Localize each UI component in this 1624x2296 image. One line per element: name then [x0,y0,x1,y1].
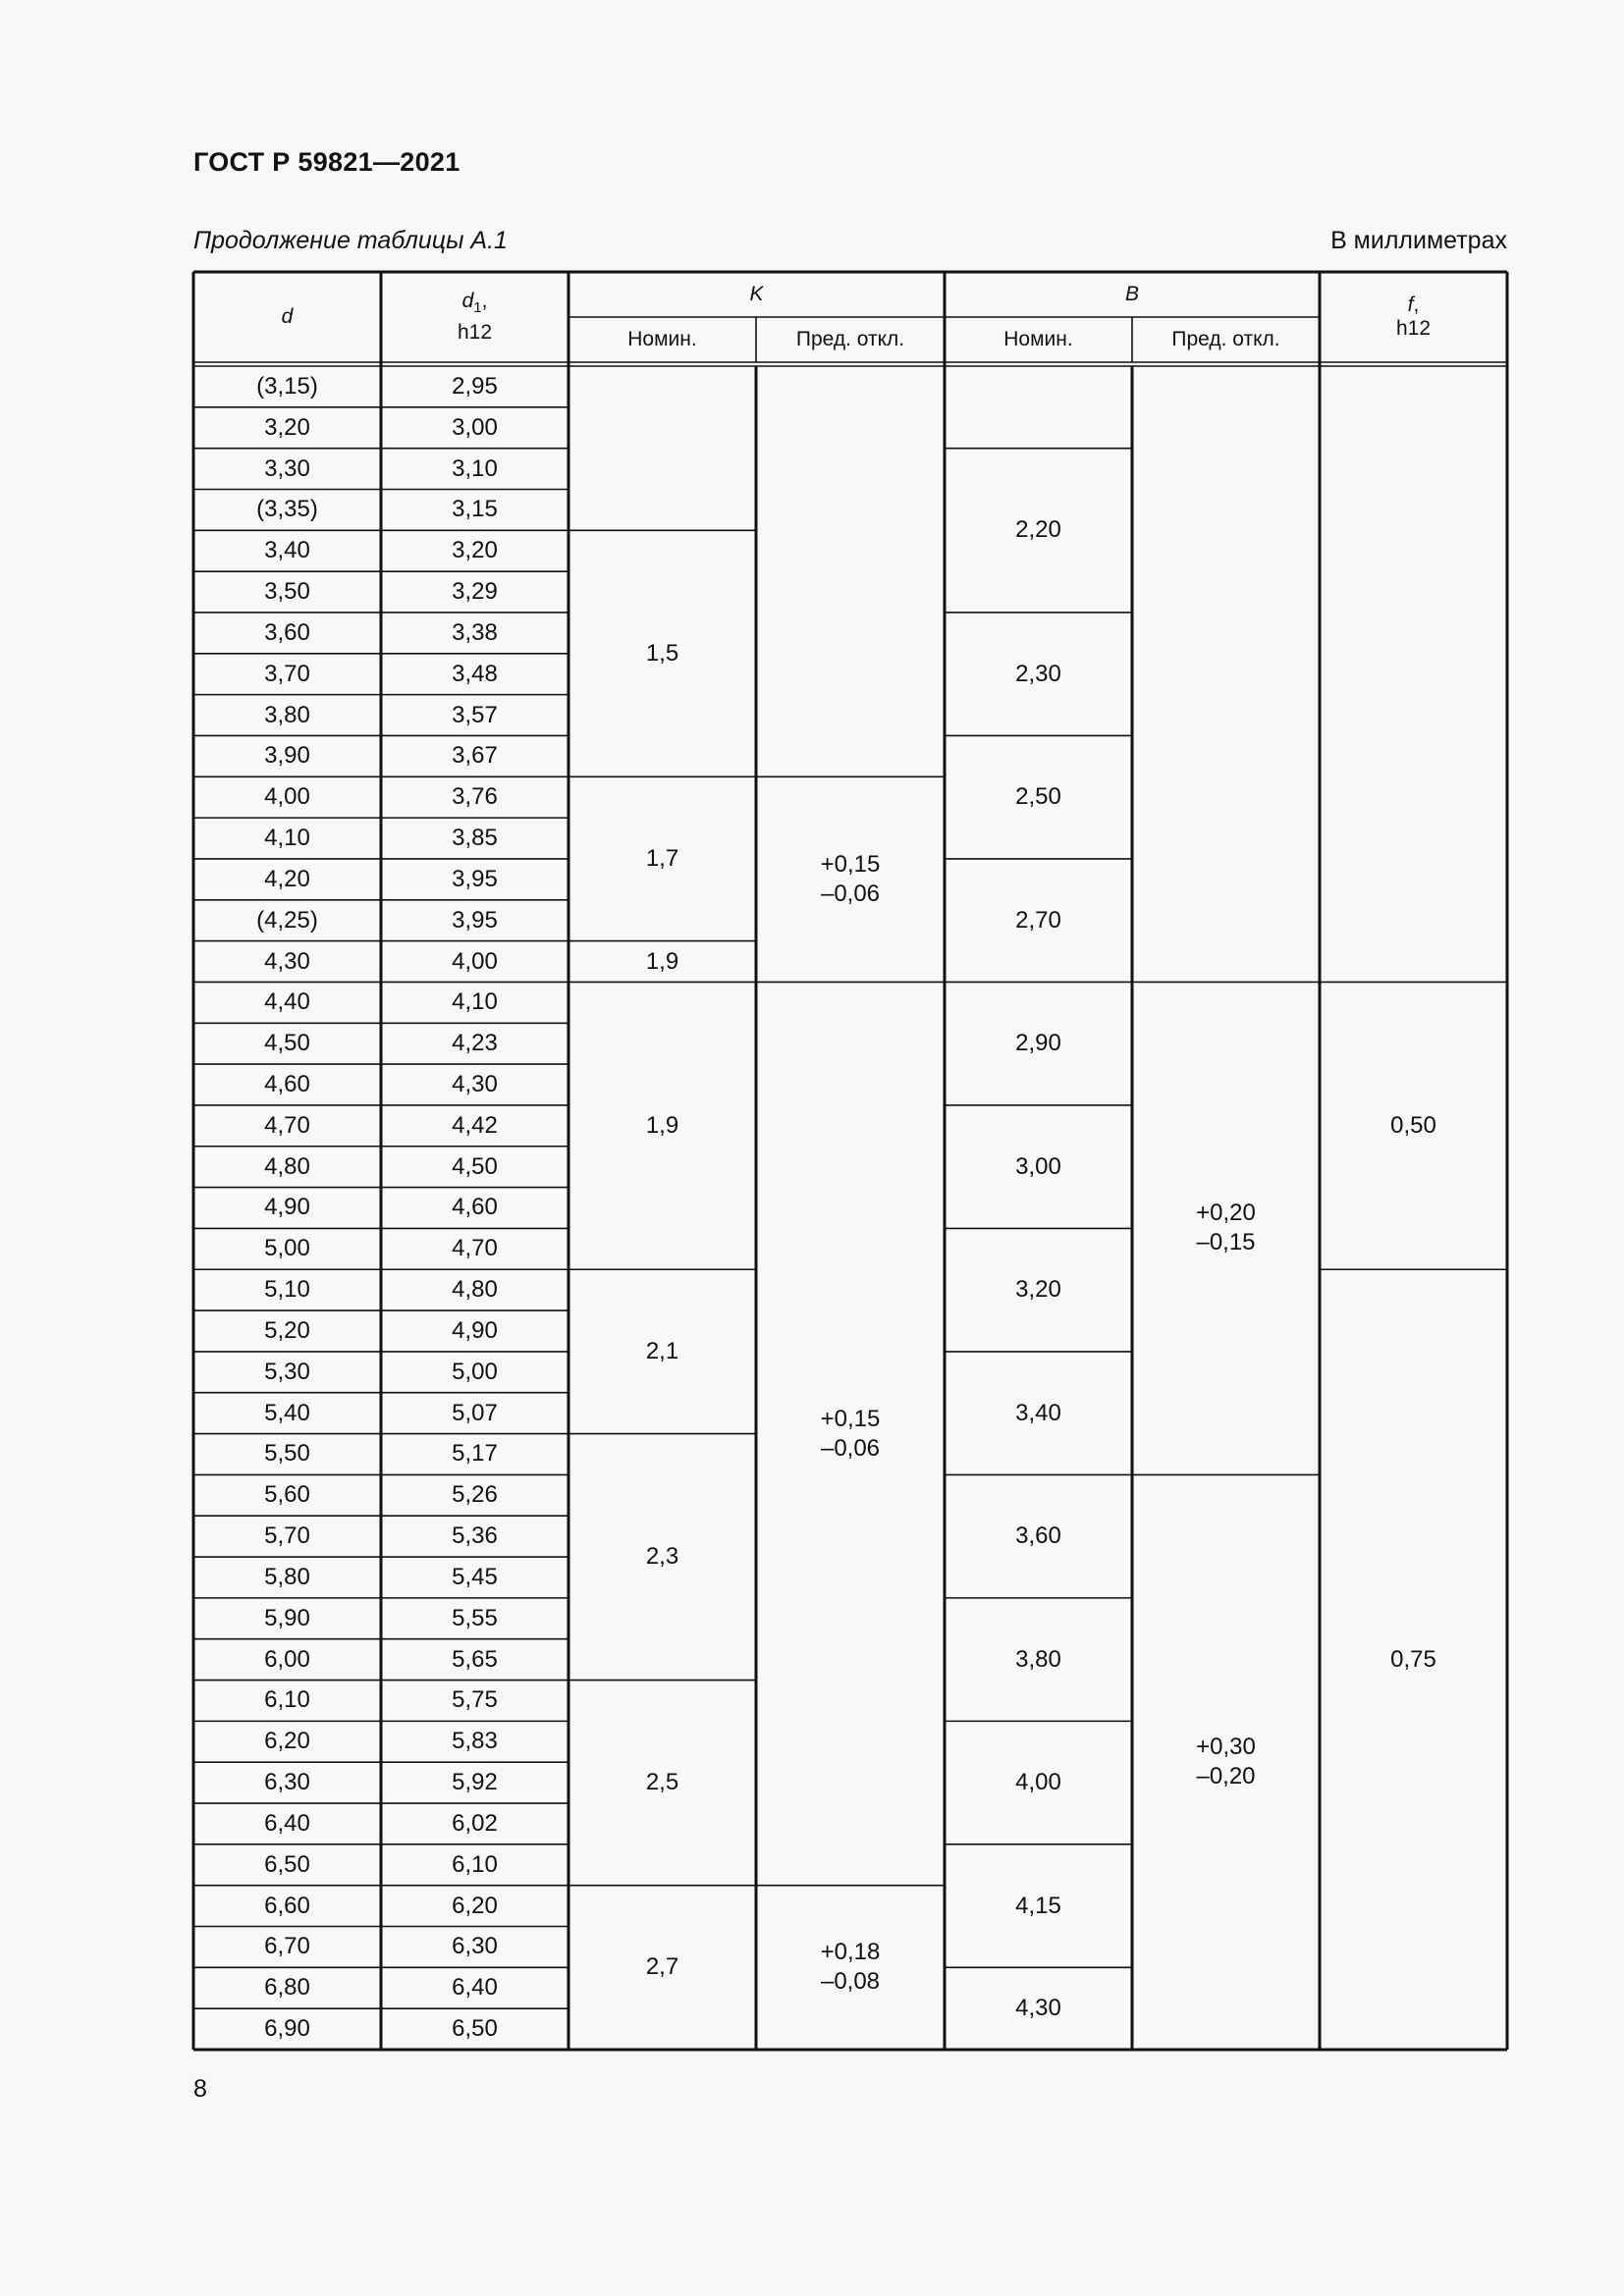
cell-d1: 3,76 [452,783,498,811]
cell-k-dev: +0,15 –0,06 [820,1405,881,1462]
cell-d1: 6,20 [452,1892,498,1919]
header-k-dev-label: Пред. откл. [795,328,905,350]
header-d1-subscript: 1 [473,299,482,317]
cell-d: 5,30 [264,1358,310,1385]
cell-d1: 3,15 [452,496,498,523]
header-b-nom-label: Номин. [1003,328,1073,350]
cell-d: 6,40 [264,1809,310,1837]
cell-k-nom: 2,5 [645,1769,679,1796]
cell-d1: 4,30 [452,1071,498,1097]
cell-b-nom: 4,30 [1015,1995,1061,2022]
cell-k-nom: 2,7 [645,1953,679,1981]
cell-b-dev: +0,20 –0,15 [1196,1200,1256,1256]
cell-b-nom: 3,00 [1015,1152,1061,1180]
cell-d1: 5,45 [452,1563,498,1590]
cell-d: 3,70 [264,660,310,687]
cell-d: (3,15) [256,372,318,400]
standard-id: ГОСТ Р 59821—2021 [193,147,460,177]
cell-d1: 5,17 [452,1440,498,1468]
header-d1-comma: , [481,290,488,313]
cell-k-nom: 1,5 [645,639,679,667]
header-f-symbol: f [1407,294,1414,316]
cell-d1: 5,65 [452,1645,498,1673]
cell-d1: 5,92 [452,1769,498,1796]
table-caption: Продолжение таблицы А.1 [193,227,508,254]
cell-d1: 5,26 [452,1481,498,1509]
cell-k-nom: 1,9 [645,947,679,975]
cell-d: 3,50 [264,578,310,606]
header-b-dev-label: Пред. откл. [1171,328,1280,350]
cell-d: 6,10 [264,1686,310,1714]
cell-d1: 3,29 [452,578,498,606]
header-b [945,272,1320,317]
cell-d: 3,40 [264,537,310,564]
cell-d1: 3,95 [452,865,498,892]
cell-d: 5,60 [264,1481,310,1509]
cell-d: 4,90 [264,1194,310,1221]
cell-d: 6,30 [264,1769,310,1796]
cell-d1: 5,07 [452,1399,498,1426]
cell-d1: 6,50 [452,2015,498,2043]
cell-k-dev: +0,15 –0,06 [820,850,881,907]
cell-b-nom: 3,80 [1015,1645,1061,1673]
cell-d1: 4,10 [452,988,498,1016]
cell-d: 6,50 [264,1850,310,1878]
cell-k-nom: 1,9 [645,1111,679,1139]
cell-k-nom: 2,3 [645,1543,679,1571]
cell-d1: 2,95 [452,372,498,400]
header-f-tolerance: h12 [1395,317,1432,340]
cell-d1: 5,83 [452,1728,498,1755]
cell-d: 3,20 [264,413,310,441]
cell-d1: 3,95 [452,906,498,934]
header-b-label: B [1124,283,1139,305]
cell-d: (4,25) [256,906,318,934]
cell-d: 5,20 [264,1316,310,1344]
cell-d: 4,40 [264,988,310,1016]
header-b-dev [1132,317,1320,362]
cell-d: 4,10 [264,825,310,852]
cell-d1: 6,40 [452,1974,498,2002]
cell-d: 3,90 [264,742,310,770]
cell-d: 5,00 [264,1235,310,1262]
cell-d1: 3,00 [452,413,498,441]
cell-d: 6,90 [264,2015,310,2043]
cell-d: (3,35) [256,496,318,523]
cell-d1: 3,48 [452,660,498,687]
cell-d1: 5,55 [452,1604,498,1631]
header-d1 [381,272,568,362]
cell-b-nom: 2,20 [1015,516,1061,544]
header-d [193,272,381,362]
cell-d: 4,20 [264,865,310,892]
cell-d: 5,70 [264,1522,310,1550]
cell-d1: 6,10 [452,1850,498,1878]
header-k-nom [568,317,756,362]
cell-d: 5,10 [264,1276,310,1304]
cell-b-nom: 3,60 [1015,1522,1061,1550]
cell-b-nom: 2,90 [1015,1030,1061,1057]
cell-d1: 6,30 [452,1933,498,1960]
units-note: В миллиметрах [1330,227,1507,254]
cell-d: 4,70 [264,1111,310,1139]
cell-d: 4,60 [264,1071,310,1097]
cell-d1: 5,36 [452,1522,498,1550]
cell-b-nom: 2,30 [1015,660,1061,687]
cell-k-nom: 1,7 [645,844,679,872]
cell-k-nom: 2,1 [645,1337,679,1364]
cell-d: 6,60 [264,1892,310,1919]
cell-d: 3,60 [264,618,310,646]
cell-d1: 4,42 [452,1111,498,1139]
header-f [1320,272,1507,362]
cell-d: 4,50 [264,1030,310,1057]
header-d1-tolerance: h12 [457,320,493,344]
cell-d1: 3,67 [452,742,498,770]
cell-d: 3,80 [264,701,310,728]
cell-d1: 4,60 [452,1194,498,1221]
cell-b-nom: 4,15 [1015,1892,1061,1919]
cell-k-dev: +0,18 –0,08 [820,1939,881,1996]
cell-d: 6,00 [264,1645,310,1673]
header-k-label: K [749,283,764,305]
cell-d1: 3,10 [452,454,498,482]
header-d1-symbol: d [461,290,474,313]
cell-d: 6,20 [264,1728,310,1755]
cell-d: 5,90 [264,1604,310,1631]
cell-d: 4,30 [264,947,310,975]
header-k-dev [756,317,945,362]
cell-d1: 3,20 [452,537,498,564]
header-k-nom-label: Номин. [627,328,697,350]
cell-d1: 4,80 [452,1276,498,1304]
cell-b-dev: +0,30 –0,20 [1196,1734,1256,1790]
cell-b-nom: 3,20 [1015,1276,1061,1304]
cell-b-nom: 4,00 [1015,1769,1061,1796]
cell-d: 4,80 [264,1152,310,1180]
cell-d1: 3,38 [452,618,498,646]
cell-d: 5,50 [264,1440,310,1468]
cell-d: 6,70 [264,1933,310,1960]
header-f-comma: , [1413,294,1420,316]
cell-d: 5,40 [264,1399,310,1426]
cell-d1: 3,85 [452,825,498,852]
cell-d1: 4,23 [452,1030,498,1057]
cell-d1: 6,02 [452,1809,498,1837]
cell-d: 4,00 [264,783,310,811]
cell-d: 6,80 [264,1974,310,2002]
page-number: 8 [193,2075,207,2103]
header-b-nom [945,317,1132,362]
cell-d1: 3,57 [452,701,498,728]
cell-b-nom: 2,50 [1015,783,1061,811]
cell-d1: 4,00 [452,947,498,975]
cell-d1: 4,90 [452,1316,498,1344]
cell-f: 0,75 [1390,1645,1436,1673]
cell-d: 3,30 [264,454,310,482]
header-k [568,272,945,317]
cell-d: 5,80 [264,1563,310,1590]
cell-b-nom: 3,40 [1015,1399,1061,1426]
cell-f: 0,50 [1390,1111,1436,1139]
cell-d1: 5,00 [452,1358,498,1385]
header-d-label: d [281,305,294,328]
cell-d1: 4,50 [452,1152,498,1180]
cell-d1: 5,75 [452,1686,498,1714]
cell-b-nom: 2,70 [1015,906,1061,934]
cell-d1: 4,70 [452,1235,498,1262]
